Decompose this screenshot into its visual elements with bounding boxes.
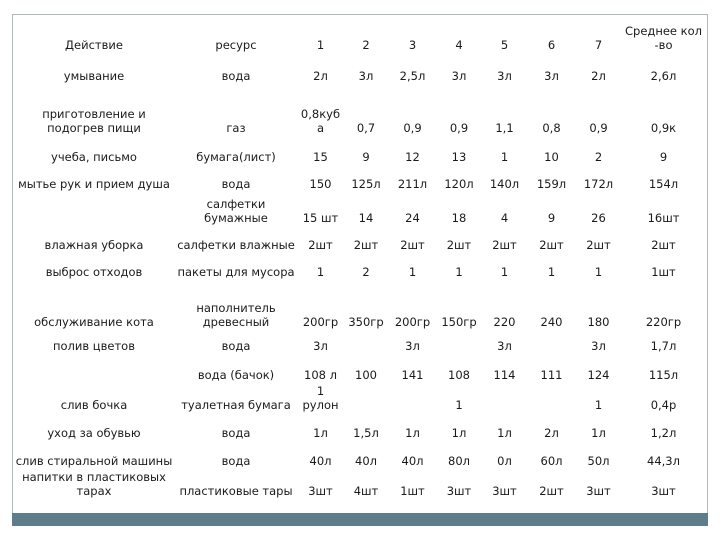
day-2-cell: 350гр bbox=[348, 315, 384, 329]
action-cell: умывание bbox=[63, 69, 125, 83]
day-5-cell: 220 bbox=[493, 315, 516, 329]
day-7-cell: 3л bbox=[591, 339, 606, 353]
average-cell: 1шт bbox=[651, 265, 676, 279]
day-3-cell: 1 bbox=[408, 265, 417, 279]
day-7-cell: 180 bbox=[587, 315, 610, 329]
day-4-cell: 150гр bbox=[441, 315, 477, 329]
day-4-cell: 120л bbox=[444, 177, 474, 191]
day-4-cell: 108 bbox=[448, 368, 470, 382]
resource-table bbox=[14, 18, 706, 500]
day-2-cell: 2 bbox=[362, 265, 370, 279]
resource-cell: газ bbox=[226, 121, 246, 135]
average-cell: 3шт bbox=[651, 484, 676, 498]
header-average: Среднее кол -во bbox=[624, 24, 702, 52]
day-6-cell: 2шт bbox=[539, 484, 564, 498]
day-1-cell: 2шт bbox=[308, 238, 333, 252]
table-row bbox=[14, 166, 706, 193]
day-6-cell: 2шт bbox=[539, 238, 564, 252]
header-day-1: 1 bbox=[316, 38, 325, 52]
action-cell: напитки в пластиковых тарах bbox=[22, 470, 166, 498]
resource-cell: салфетки бумажные bbox=[204, 197, 268, 225]
day-5-cell: 0л bbox=[497, 454, 512, 468]
day-5-cell: 4 bbox=[500, 211, 509, 225]
action-cell: уход за обувью bbox=[47, 426, 141, 440]
day-7-cell: 1 bbox=[594, 265, 603, 279]
header-day-3: 3 bbox=[408, 38, 417, 52]
day-2-cell: 40л bbox=[355, 454, 377, 468]
day-5-cell: 1 bbox=[500, 265, 509, 279]
day-2-cell: 125л bbox=[351, 177, 381, 191]
day-7-cell: 3шт bbox=[586, 484, 611, 498]
day-1-cell: 1л bbox=[313, 426, 328, 440]
table-row bbox=[14, 193, 706, 227]
day-6-cell: 9 bbox=[547, 211, 556, 225]
table-row bbox=[14, 281, 706, 331]
average-cell: 9 bbox=[659, 150, 668, 164]
resource-cell: пластиковые тары bbox=[179, 484, 293, 498]
table-row bbox=[14, 470, 706, 500]
day-4-cell: 1 bbox=[455, 398, 463, 412]
day-7-cell: 50л bbox=[587, 454, 610, 468]
day-1-cell: 40л bbox=[309, 454, 332, 468]
action-cell: влажная уборка bbox=[44, 238, 144, 252]
header-action: Действие bbox=[65, 38, 123, 52]
day-3-cell: 1л bbox=[405, 426, 420, 440]
day-3-cell: 2шт bbox=[400, 238, 425, 252]
day-3-cell: 200гр bbox=[394, 315, 431, 329]
day-1-cell: 0,8куб а bbox=[300, 107, 341, 135]
average-cell: 115л bbox=[648, 368, 679, 382]
resource-cell: вода (бачок) bbox=[197, 368, 275, 382]
header-day-2: 2 bbox=[362, 38, 370, 52]
table-row bbox=[14, 414, 706, 442]
table-header-row bbox=[14, 18, 706, 54]
day-1-cell: 200гр bbox=[302, 315, 339, 329]
day-6-cell: 240 bbox=[540, 315, 563, 329]
day-6-cell: 159л bbox=[536, 177, 567, 191]
day-1-cell: 15 bbox=[313, 150, 328, 164]
day-7-cell: 172л bbox=[583, 177, 614, 191]
resource-cell: салфетки влажные bbox=[177, 238, 295, 252]
table-row bbox=[14, 227, 706, 254]
day-1-cell: 1 рулон bbox=[302, 384, 339, 412]
bottom-bar bbox=[12, 513, 708, 526]
action-cell: обслуживание кота bbox=[34, 315, 154, 329]
day-4-cell: 1л bbox=[451, 426, 467, 440]
day-5-cell: 3шт bbox=[492, 484, 517, 498]
header-day-4: 4 bbox=[455, 38, 463, 52]
day-3-cell: 2,5л bbox=[399, 69, 426, 83]
day-1-cell: 108 л bbox=[304, 368, 337, 382]
table-row bbox=[14, 54, 706, 85]
header-day-5: 5 bbox=[500, 38, 509, 52]
average-cell: 44,3л bbox=[647, 454, 680, 468]
day-7-cell: 2шт bbox=[586, 238, 611, 252]
day-5-cell: 1,1 bbox=[495, 121, 514, 135]
average-cell: 0,4р bbox=[650, 398, 677, 412]
day-6-cell bbox=[527, 384, 576, 414]
day-6-cell: 10 bbox=[544, 150, 559, 164]
day-6-cell bbox=[527, 331, 576, 355]
day-2-cell bbox=[343, 384, 389, 414]
resource-cell: вода bbox=[221, 177, 251, 191]
table-row bbox=[14, 384, 706, 414]
day-7-cell: 0,9 bbox=[589, 121, 608, 135]
table-body bbox=[14, 18, 706, 500]
resource-cell: наполнитель древесный bbox=[196, 301, 276, 329]
day-1-cell: 1 bbox=[316, 265, 325, 279]
resource-cell: вода bbox=[221, 339, 251, 353]
action-cell: слив бочка bbox=[60, 398, 128, 412]
day-6-cell: 3л bbox=[544, 69, 559, 83]
average-cell: 16шт bbox=[647, 211, 680, 225]
day-2-cell: 100 bbox=[355, 368, 377, 382]
day-5-cell: 114 bbox=[493, 368, 516, 382]
day-2-cell: 14 bbox=[358, 211, 374, 225]
day-1-cell: 3л bbox=[313, 339, 328, 353]
average-cell: 1,7л bbox=[650, 339, 677, 353]
average-cell: 1,2л bbox=[650, 426, 677, 440]
table-row bbox=[14, 355, 706, 384]
day-5-cell: 140л bbox=[489, 177, 520, 191]
day-4-cell: 3шт bbox=[446, 484, 472, 498]
resource-cell: бумага(лист) bbox=[196, 150, 276, 164]
action-cell: слив стиральной машины bbox=[15, 454, 173, 468]
resource-cell: вода bbox=[221, 426, 251, 440]
day-5-cell: 1 bbox=[500, 150, 509, 164]
day-6-cell: 0,8 bbox=[542, 121, 561, 135]
day-6-cell: 1 bbox=[547, 265, 556, 279]
day-4-cell: 3л bbox=[451, 69, 467, 83]
resource-cell: вода bbox=[221, 454, 251, 468]
table-row bbox=[14, 137, 706, 166]
day-6-cell: 2л bbox=[544, 426, 559, 440]
day-3-cell: 0,9 bbox=[403, 121, 422, 135]
day-3-cell: 211л bbox=[397, 177, 428, 191]
action-cell: полив цветов bbox=[52, 339, 135, 353]
table-row bbox=[14, 85, 706, 137]
day-3-cell: 3л bbox=[405, 339, 420, 353]
day-1-cell: 2л bbox=[313, 69, 328, 83]
table-row bbox=[14, 254, 706, 281]
action-cell bbox=[14, 193, 174, 227]
day-2-cell: 2шт bbox=[353, 238, 379, 252]
day-5-cell bbox=[482, 384, 527, 414]
day-4-cell: 1 bbox=[455, 265, 463, 279]
day-6-cell: 111 bbox=[540, 368, 563, 382]
day-3-cell: 12 bbox=[405, 150, 420, 164]
day-7-cell: 2 bbox=[594, 150, 603, 164]
day-4-cell: 18 bbox=[451, 211, 467, 225]
action-cell: приготовление и подогрев пищи bbox=[42, 107, 146, 135]
action-cell: учеба, письмо bbox=[51, 150, 137, 164]
table-row bbox=[14, 331, 706, 355]
day-3-cell: 24 bbox=[405, 211, 420, 225]
day-2-cell: 9 bbox=[362, 150, 370, 164]
average-cell: 154л bbox=[648, 177, 679, 191]
day-3-cell bbox=[389, 384, 436, 414]
table-row bbox=[14, 442, 706, 470]
day-3-cell: 1шт bbox=[400, 484, 425, 498]
day-7-cell: 124 bbox=[587, 368, 610, 382]
day-5-cell: 1л bbox=[497, 426, 512, 440]
resource-cell: вода bbox=[221, 69, 251, 83]
day-1-cell: 150 bbox=[309, 177, 332, 191]
day-1-cell: 15 шт bbox=[302, 211, 339, 225]
day-4-cell: 80л bbox=[448, 454, 470, 468]
day-7-cell: 1 bbox=[594, 398, 603, 412]
day-1-cell: 3шт bbox=[308, 484, 333, 498]
day-2-cell: 4шт bbox=[353, 484, 379, 498]
header-day-6: 6 bbox=[547, 38, 556, 52]
day-5-cell: 3л bbox=[497, 339, 512, 353]
average-cell: 2,6л bbox=[650, 69, 677, 83]
action-cell: выброс отходов bbox=[45, 265, 143, 279]
day-4-cell: 0,9 bbox=[449, 121, 469, 135]
header-day-7: 7 bbox=[594, 38, 603, 52]
day-7-cell: 26 bbox=[591, 211, 606, 225]
day-2-cell: 0,7 bbox=[356, 121, 376, 135]
day-3-cell: 141 bbox=[401, 368, 424, 382]
day-4-cell bbox=[436, 331, 482, 355]
resource-cell: пакеты для мусора bbox=[177, 265, 295, 279]
day-6-cell: 60л bbox=[540, 454, 563, 468]
resource-cell: туалетная бумага bbox=[181, 398, 291, 412]
day-3-cell: 40л bbox=[401, 454, 424, 468]
action-cell bbox=[14, 355, 174, 384]
average-cell: 0,9к bbox=[650, 121, 677, 135]
average-cell: 2шт bbox=[651, 238, 676, 252]
day-4-cell: 2шт bbox=[446, 238, 472, 252]
day-7-cell: 1л bbox=[591, 426, 606, 440]
day-4-cell: 13 bbox=[451, 150, 467, 164]
day-2-cell bbox=[343, 331, 389, 355]
day-7-cell: 2л bbox=[591, 69, 606, 83]
header-resource: ресурс bbox=[215, 38, 257, 52]
day-2-cell: 3л bbox=[358, 69, 374, 83]
day-5-cell: 2шт bbox=[492, 238, 517, 252]
day-5-cell: 3л bbox=[497, 69, 512, 83]
action-cell: мытье рук и прием душа bbox=[18, 177, 170, 191]
day-2-cell: 1,5л bbox=[353, 426, 379, 440]
average-cell: 220гр bbox=[645, 315, 682, 329]
